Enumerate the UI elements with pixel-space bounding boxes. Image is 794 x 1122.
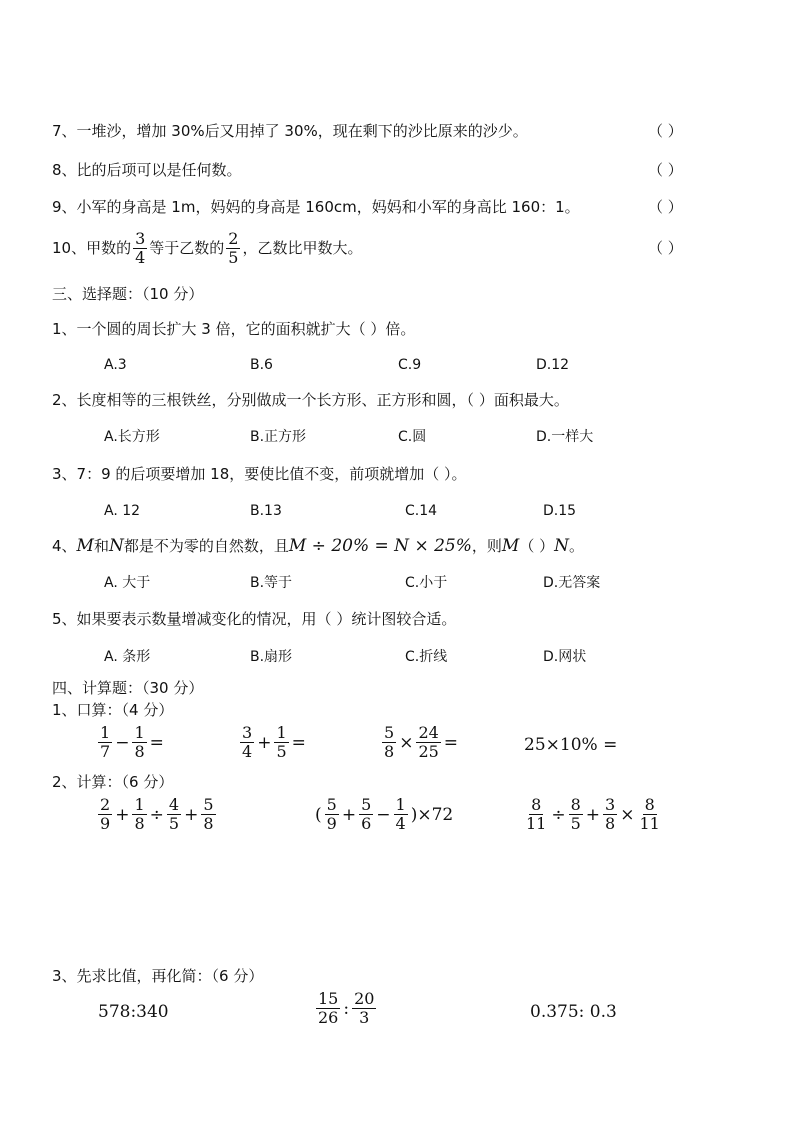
q4-prefix: 4、 <box>52 537 77 555</box>
oral-expr-2: $\frac{3}{4}$ + $\frac{1}{5}$ = <box>242 723 306 761</box>
q2-option-b[interactable]: B.正方形 <box>250 429 307 445</box>
oral-expr-3: $\frac{5}{8}$ × $\frac{24}{25}$ = <box>384 723 459 761</box>
q10-text-pre: 10、甲数的 <box>52 239 132 257</box>
q3-option-a[interactable]: A. 12 <box>104 503 141 519</box>
q4-then: ，则 <box>471 537 502 555</box>
calc-expr-2: ( $\frac{5}{9}$ + $\frac{5}{6}$ − $\frac{1}{4}$ )×72 <box>315 795 454 833</box>
q3-option-d[interactable]: D.15 <box>543 503 577 519</box>
q4-option-d[interactable]: D.无答案 <box>543 575 601 591</box>
q1-option-a[interactable]: A.3 <box>104 357 127 373</box>
q4-blank[interactable]: （ ） <box>519 537 555 555</box>
q4-mid: 都是不为零的自然数，且 <box>123 537 289 555</box>
tf-question-10 <box>52 226 363 270</box>
ratio-title: 3、先求比值，再化简：（6 分） <box>52 967 264 985</box>
q4-var-n-2: N <box>554 536 569 556</box>
ratio-expr-3: 0.375: 0.3 <box>530 1002 617 1022</box>
calc-expr-1: $\frac{2}{9}$ + $\frac{1}{8}$ ÷ $\frac{4}{5}$ + $\frac{5}{8}$ <box>100 795 214 833</box>
q5-option-a[interactable]: A. 条形 <box>104 649 151 665</box>
oral-calc-title: 1、口算：（4 分） <box>52 701 174 719</box>
q10-fraction-2: $\frac{2}{5}$ <box>228 228 239 267</box>
answer-blank-7[interactable]: （ ） <box>648 122 683 140</box>
q5-option-c[interactable]: C.折线 <box>405 649 448 665</box>
q1-option-b[interactable]: B.6 <box>250 357 273 373</box>
q2-option-a[interactable]: A.长方形 <box>104 429 160 445</box>
tf-question-9: 9、小军的身高是 1m，妈妈的身高是 160cm，妈妈和小军的身高比 160：1。 <box>52 198 580 216</box>
q1-option-d[interactable]: D.12 <box>536 357 570 373</box>
q10-text-mid: 等于乙数的 <box>149 239 225 257</box>
ratio-expr-1: 578:340 <box>98 1002 169 1022</box>
q1-option-c[interactable]: C.9 <box>398 357 422 373</box>
tf-question-7: 7、一堆沙，增加 30%后又用掉了 30%，现在剩下的沙比原来的沙少。 <box>52 122 528 140</box>
choice-question-5: 5、如果要表示数量增减变化的情况，用（ ）统计图较合适。 <box>52 610 457 628</box>
q2-option-d[interactable]: D.一样大 <box>536 429 594 445</box>
q4-end: 。 <box>568 537 584 555</box>
choice-question-4 <box>52 536 584 556</box>
q5-option-b[interactable]: B.扇形 <box>250 649 293 665</box>
q4-equation: M ÷ 20% = N × 25% <box>288 536 472 556</box>
answer-blank-10[interactable]: （ ） <box>648 239 683 257</box>
q3-option-b[interactable]: B.13 <box>250 503 282 519</box>
q10-fraction-1: $\frac{3}{4}$ <box>135 228 146 267</box>
ratio-expr-2: $\frac{15}{26}$ : $\frac{20}{3}$ <box>318 989 375 1027</box>
q2-option-c[interactable]: C.圆 <box>398 429 427 445</box>
tf-question-8: 8、比的后项可以是任何数。 <box>52 161 242 179</box>
q4-option-b[interactable]: B.等于 <box>250 575 293 591</box>
q3-option-c[interactable]: C.14 <box>405 503 438 519</box>
q5-option-d[interactable]: D.网状 <box>543 649 587 665</box>
q10-text-post: ，乙数比甲数大。 <box>242 239 363 257</box>
oral-expr-1: $\frac{1}{7}$ − $\frac{1}{8}$ = <box>100 723 164 761</box>
choice-question-1: 1、一个圆的周长扩大 3 倍，它的面积就扩大（ ）倍。 <box>52 320 416 338</box>
oral-expr-4: 25×10% = <box>524 735 618 755</box>
q4-var-m: M <box>76 536 94 556</box>
q4-option-c[interactable]: C.小于 <box>405 575 448 591</box>
section-4-title: 四、计算题：（30 分） <box>52 679 204 697</box>
q4-var-n: N <box>108 536 124 556</box>
answer-blank-8[interactable]: （ ） <box>648 161 683 179</box>
q4-and: 和 <box>93 537 109 555</box>
answer-blank-9[interactable]: （ ） <box>648 198 683 216</box>
choice-question-2: 2、长度相等的三根铁丝，分别做成一个长方形、正方形和圆，（ ）面积最大。 <box>52 391 569 409</box>
choice-question-3: 3、7：9 的后项要增加 18，要使比值不变，前项就增加（ ）。 <box>52 465 467 483</box>
calc-expr-3: $\frac{8}{11}$ ÷ $\frac{8}{5}$ + $\frac{3}{8}$ × $\frac{8}{11}$ <box>526 795 660 833</box>
calc-title: 2、计算：（6 分） <box>52 773 174 791</box>
q4-var-m-2: M <box>501 536 520 556</box>
q4-option-a[interactable]: A. 大于 <box>104 575 151 591</box>
section-3-title: 三、选择题：（10 分） <box>52 285 204 303</box>
